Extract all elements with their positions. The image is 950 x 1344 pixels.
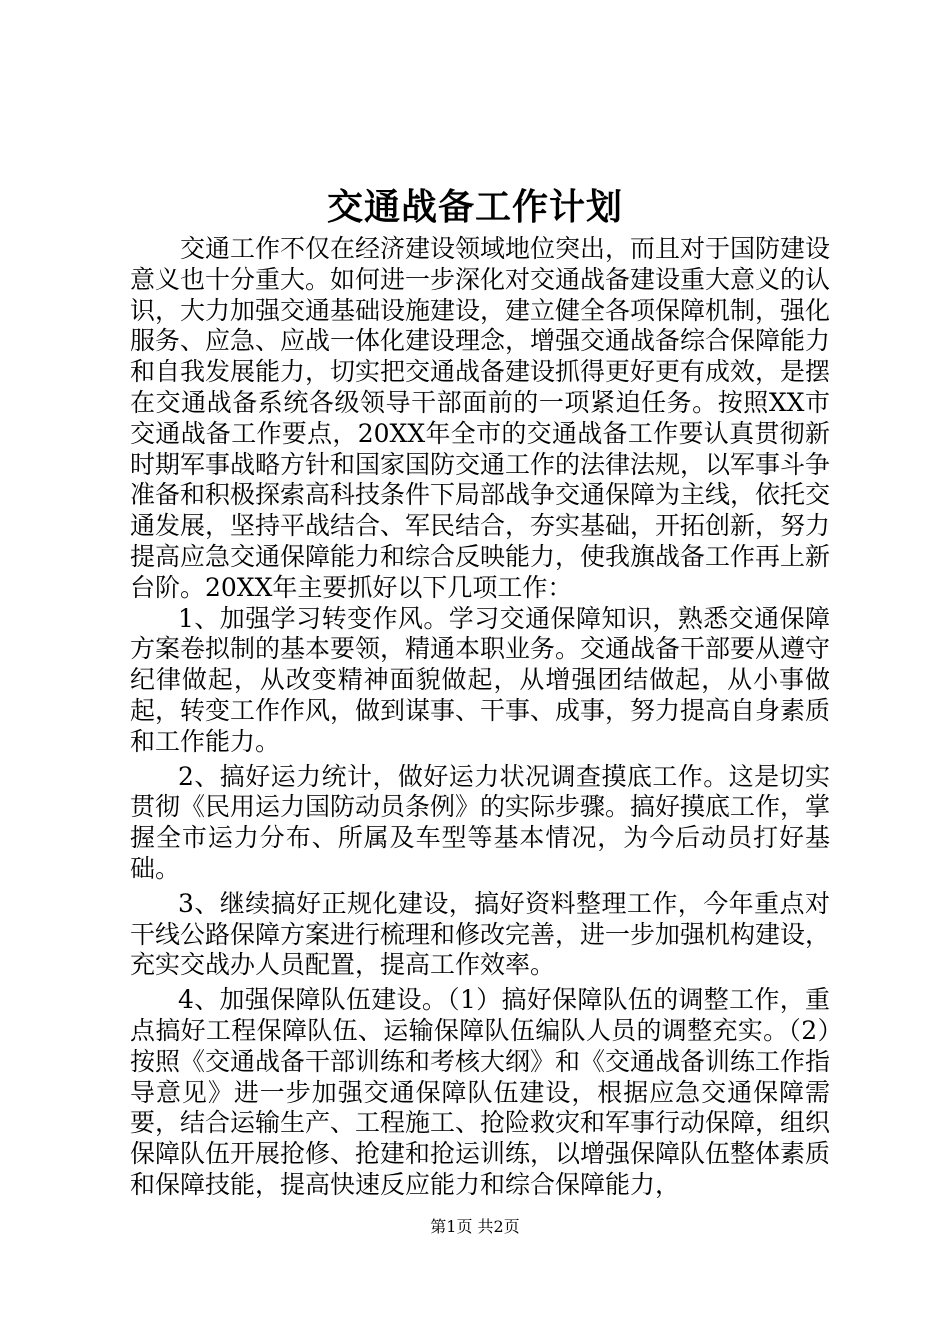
document-title: 交通战备工作计划 [326, 186, 623, 228]
paragraph-item-4: 4、加强保障队伍建设。（1）搞好保障队伍的调整工作，重点搞好工程保障队伍、运输保障队伍编队人员的调整充实。（2）按照《交通战备干部训练和考核大纲》和《交通战备训练工作指导意见》进一步加强交通保障队伍建设，根据应急交通保障需要，结合运输生产、工程施工、抢险救灾和军事行动保障，组织保障队伍开展抢修、抢建和抢运训练，以增强保障队伍整体素质和保障技能，提高快速反应能力和综合保障能力， [130, 985, 831, 1199]
page-number-footer: 第1页 共2页 [430, 1217, 520, 1236]
paragraph-intro: 交通工作不仅在经济建设领域地位突出，而且对于国防建设意义也十分重大。如何进一步深化对交通战备建设重大意义的认识，大力加强交通基础设施建设，建立健全各项保障机制，强化服务、应急、应战一体化建设理念，增强交通战备综合保障能力和自我发展能力，切实把交通战备建设抓得更好更有成效，是摆在交通战备系统各级领导干部面前的一项紧迫任务。按照XX市交通战备工作要点，20XX年全市的交通战备工作要认真贯彻新时期军事战略方针和国家国防交通工作的法律法规，以军事斗争准备和积极探索高科技条件下局部战争交通保障为主线，依托交通发展，坚持平战结合、军民结合，夯实基础，开拓创新，努力提高应急交通保障能力和综合反映能力，使我旗战备工作再上新台阶。20XX年主要抓好以下几项工作： [130, 234, 831, 602]
paragraph-item-2: 2、搞好运力统计，做好运力状况调查摸底工作。这是切实贯彻《民用运力国防动员条例》的实际步骤。搞好摸底工作，掌握全市运力分布、所属及车型等基本情况，为今后动员打好基础。 [130, 761, 831, 883]
paragraph-item-3: 3、继续搞好正规化建设，搞好资料整理工作，今年重点对干线公路保障方案进行梳理和修改完善，进一步加强机构建设，充实交战办人员配置，提高工作效率。 [130, 888, 831, 980]
paragraph-item-1: 1、加强学习转变作风。学习交通保障知识，熟悉交通保障方案卷拟制的基本要领，精通本职业务。交通战备干部要从遵守纪律做起，从改变精神面貌做起，从增强团结做起，从小事做起，转变工作作风，做到谋事、干事、成事，努力提高自身素质和工作能力。 [130, 603, 831, 756]
document-body [130, 234, 830, 1201]
